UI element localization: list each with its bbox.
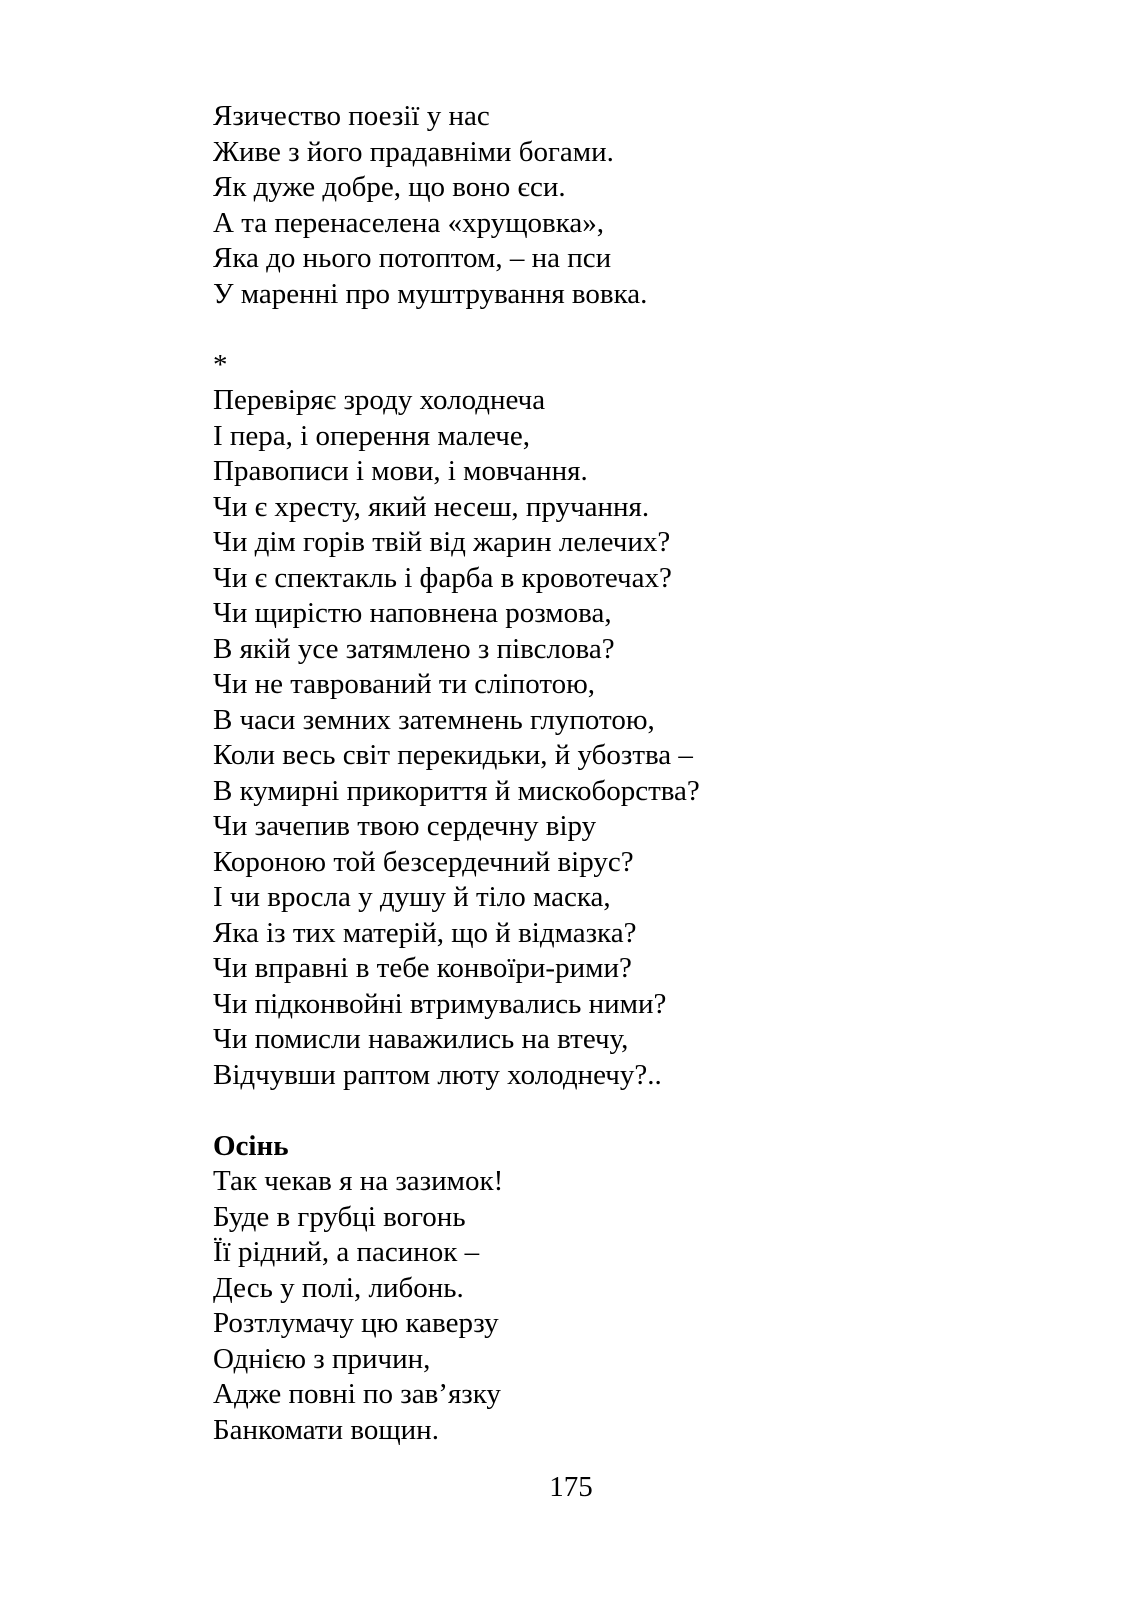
poem-line: І пера, і оперення малече, — [213, 419, 530, 452]
poem-line: В часи земних затемнень глупотою, — [213, 703, 655, 736]
poem-line: Живе з його прадавніми богами. — [213, 135, 614, 168]
poem-line: У маренні про муштрування вовка. — [213, 277, 648, 310]
poem-line: Коли весь світ перекидьки, й убозтва – — [213, 739, 693, 771]
poem-line: Чи зачепив твою сердечну віру — [213, 810, 597, 842]
poem-line: Чи є спектакль і фарба в кровотечах? — [213, 561, 672, 594]
stanza-separator-asterisk: * — [213, 348, 228, 381]
poem-line: Чи не таврований ти сліпотою, — [213, 668, 596, 700]
stanza-2 — [213, 383, 1102, 1093]
poem-line: Її рідний, а пасинок – — [213, 1236, 480, 1268]
poem-line: Чи помисли наважились на втечу, — [213, 1023, 629, 1055]
poem-line: Відчувши раптом люту холоднечу?.. — [213, 1058, 662, 1091]
stanza-3 — [213, 1164, 1102, 1448]
poem-line: Чи щирістю наповнена розмова, — [213, 597, 612, 629]
poem-line: Так чекав я на зазимок! — [213, 1165, 504, 1197]
stanza-gap — [213, 1093, 1102, 1129]
poem-line: Банкомати вощин. — [213, 1413, 439, 1446]
poem-line: В якій усе затямлено з півслова? — [213, 632, 615, 665]
poem-line: Чи вправні в тебе конвоїри-рими? — [213, 952, 632, 984]
poem-line: В кумирні прикориття й мискоборства? — [213, 774, 700, 807]
poem-text — [213, 99, 1102, 1448]
poem-line: Язичество поезії у нас — [213, 100, 490, 132]
poem-line: Чи є хресту, який несеш, пручання. — [213, 490, 650, 523]
poem-line: Яка до нього потоптом, – на пси — [213, 242, 612, 274]
poem-line: Короною той безсердечний вірус? — [213, 845, 634, 878]
poem-line: І чи вросла у душу й тіло маска, — [213, 881, 611, 913]
poem-line: Розтлумачу цю каверзу — [213, 1307, 499, 1339]
poem-line: Десь у полі, либонь. — [213, 1271, 464, 1304]
stanza-gap — [213, 312, 1102, 348]
page-number: 175 — [549, 1471, 593, 1503]
poem-line: Яка із тих матерій, що й відмазка? — [213, 916, 637, 949]
poem-title: Осінь — [213, 1129, 289, 1162]
poem-line: Чи дім горів твій від жарин лелечих? — [213, 526, 671, 558]
poem-line: Буде в грубці вогонь — [213, 1200, 466, 1233]
poem-line: Як дуже добре, що воно єси. — [213, 171, 566, 203]
poem-line: Чи підконвойні втримувались ними? — [213, 987, 667, 1020]
stanza-1 — [213, 99, 1102, 312]
poem-line: Перевіряє зроду холоднеча — [213, 384, 546, 416]
poem-line: А та перенаселена «хрущовка», — [213, 206, 604, 239]
poem-line: Однією з причин, — [213, 1342, 431, 1375]
poem-line: Адже повні по зав’язку — [213, 1378, 501, 1410]
poem-line: Правописи і мови, і мовчання. — [213, 455, 588, 487]
